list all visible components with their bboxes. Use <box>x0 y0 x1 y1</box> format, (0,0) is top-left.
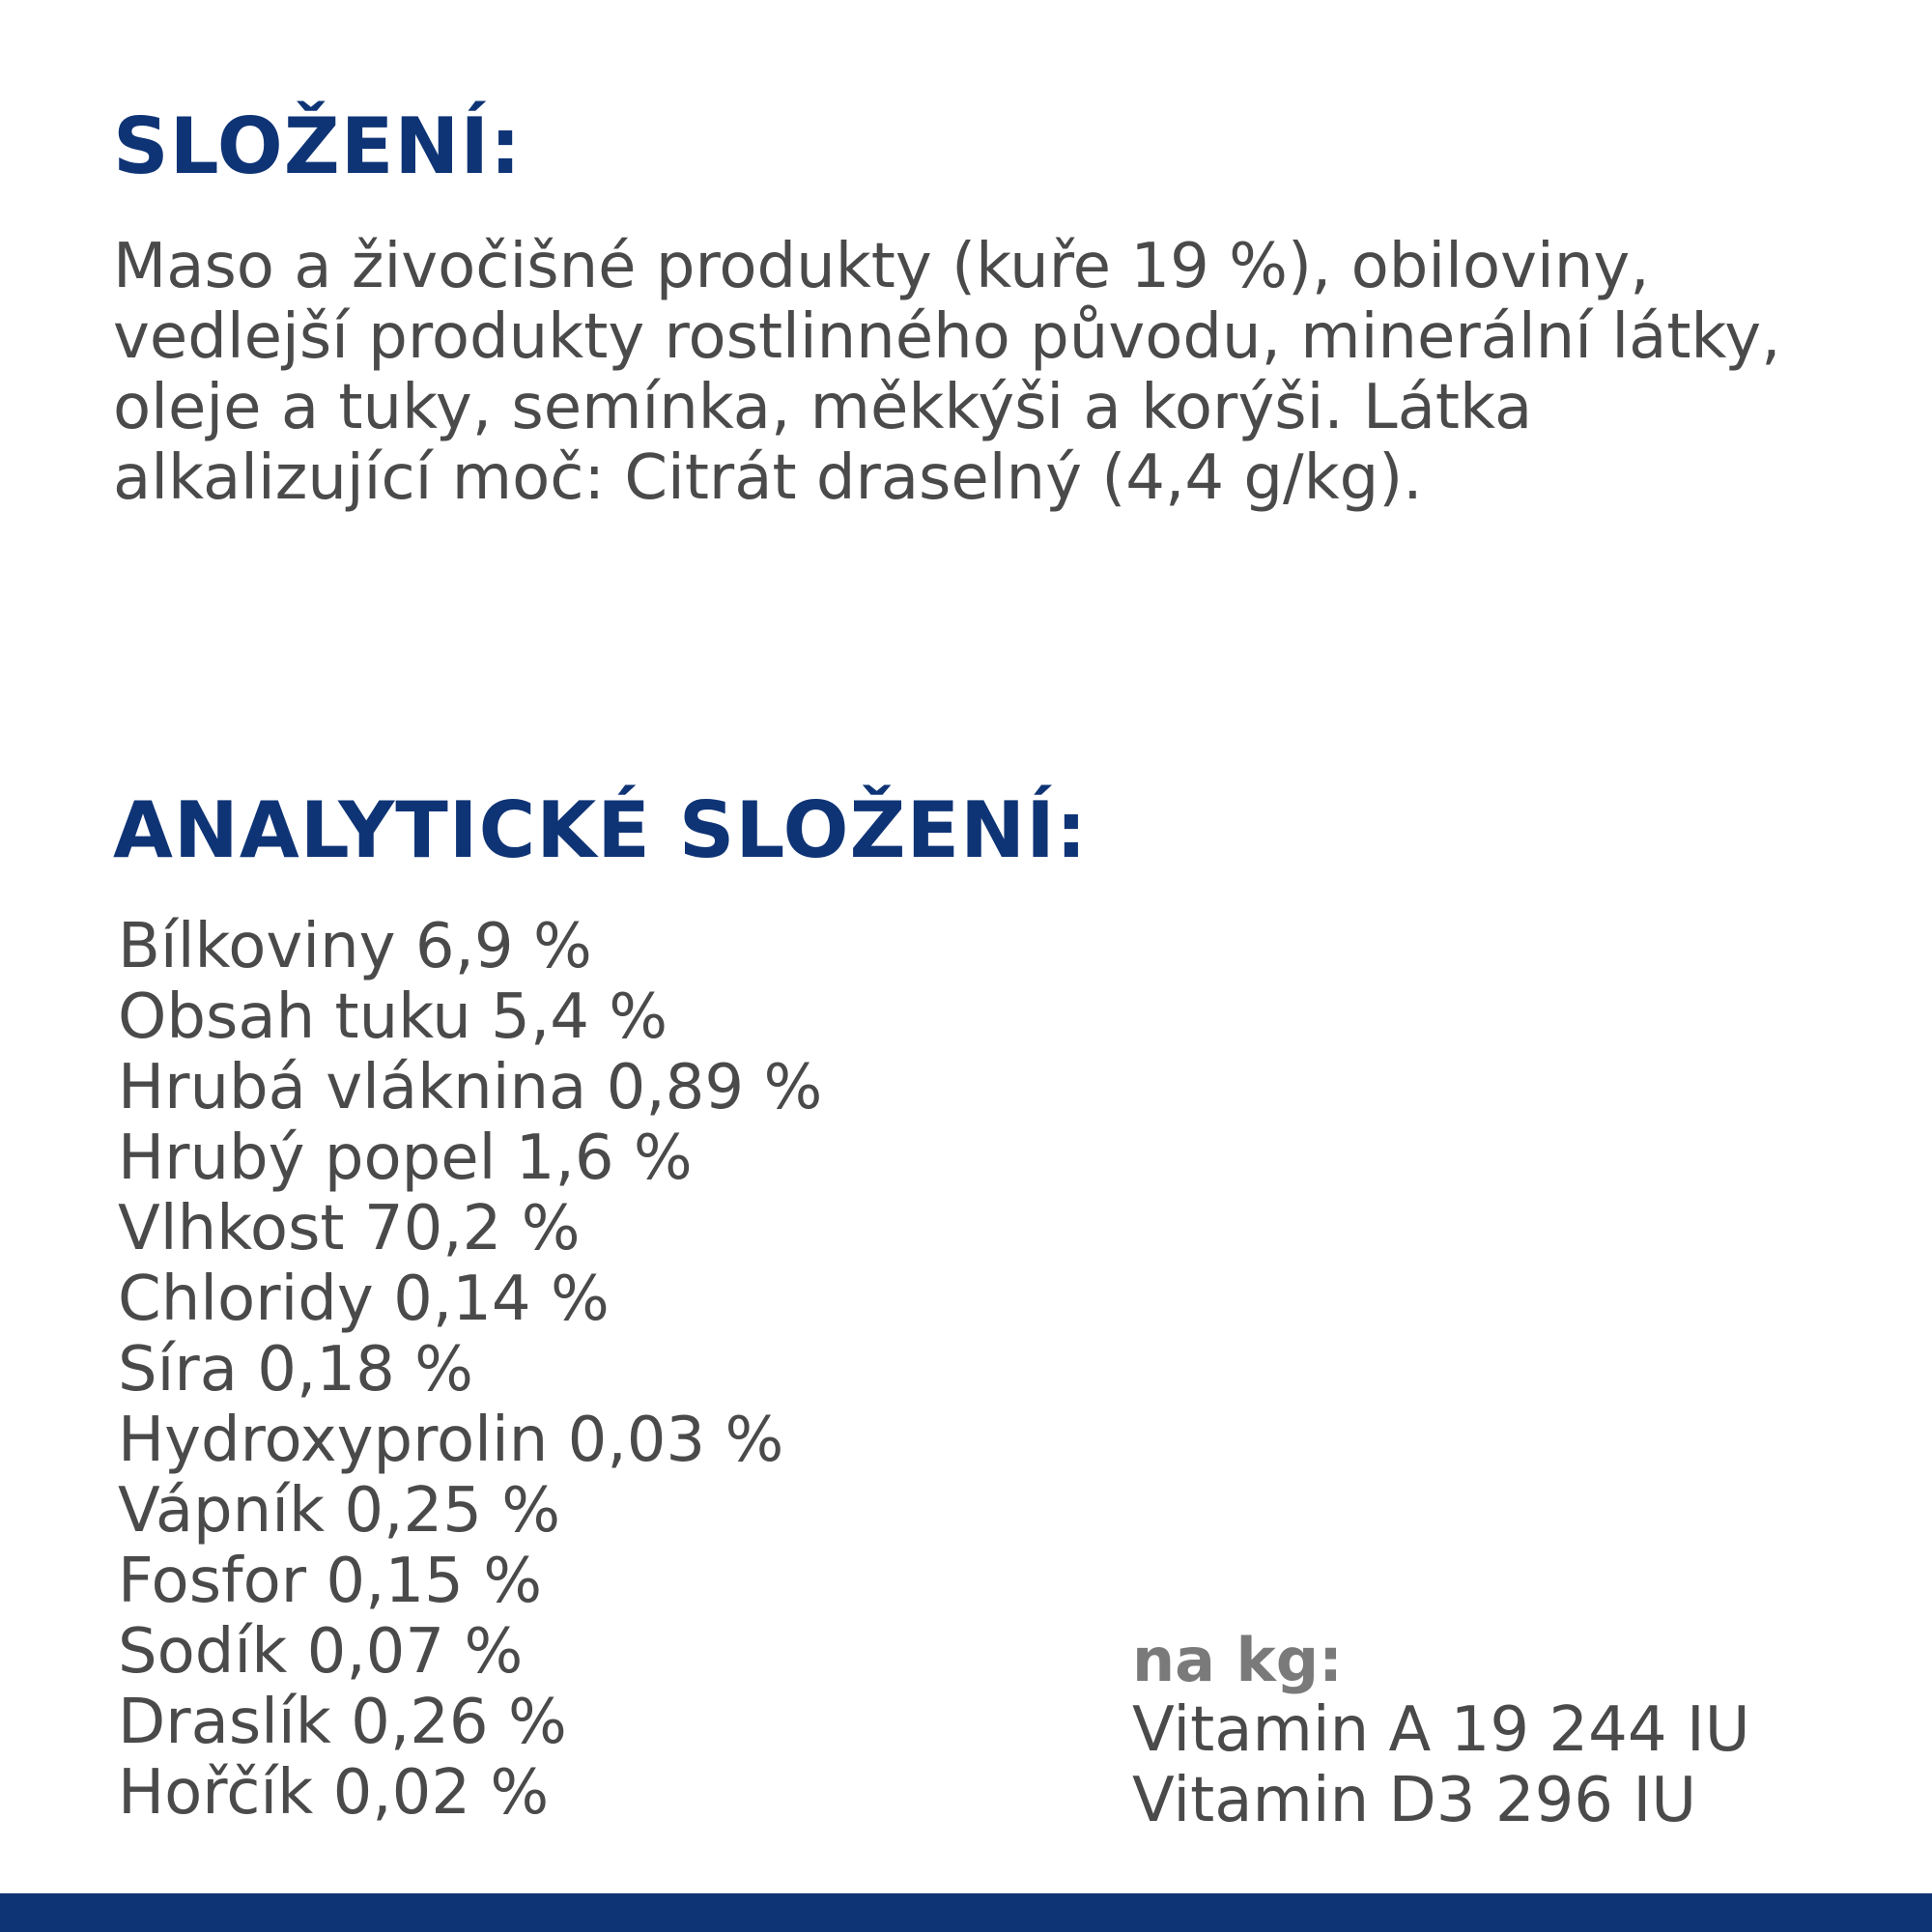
list-item: Fosfor 0,15 % <box>118 1546 543 1617</box>
list-item: Hydroxyprolin 0,03 % <box>118 1405 784 1476</box>
list-item: Vitamin D3 296 IU <box>1132 1765 1697 1836</box>
composition-title: SLOŽENÍ: <box>113 101 523 191</box>
list-item: Vitamin A 19 244 IU <box>1132 1694 1750 1766</box>
list-item: Síra 0,18 % <box>118 1334 473 1406</box>
vitamin-list <box>1132 1695 1750 1836</box>
analytic-composition-title: ANALYTICKÉ SLOŽENÍ: <box>113 785 1088 875</box>
list-item: Hrubá vláknina 0,89 % <box>118 1052 823 1123</box>
list-item: Sodík 0,07 % <box>118 1616 524 1688</box>
analytic-composition-list <box>118 912 822 1829</box>
list-item: Bílkoviny 6,9 % <box>118 911 592 982</box>
list-item: Hořčík 0,02 % <box>118 1757 550 1829</box>
per-kg-title: na kg: <box>1132 1625 1343 1695</box>
list-item: Obsah tuku 5,4 % <box>118 981 668 1053</box>
composition-text: Maso a živočišné produkty (kuře 19 %), obiloviny, vedlejší produkty rostlinného původu, minerální látky, oleje a tuky, semínka, měkkýši a korýši. Látka alkalizující moč: Citrát draselný (4,4 g/kg). <box>113 231 1781 514</box>
list-item: Hrubý popel 1,6 % <box>118 1122 693 1194</box>
list-item: Chloridy 0,14 % <box>118 1264 610 1335</box>
bottom-accent-bar <box>0 1893 1932 1932</box>
list-item: Vápník 0,25 % <box>118 1475 561 1547</box>
list-item: Draslík 0,26 % <box>118 1687 567 1758</box>
list-item: Vlhkost 70,2 % <box>118 1193 581 1264</box>
